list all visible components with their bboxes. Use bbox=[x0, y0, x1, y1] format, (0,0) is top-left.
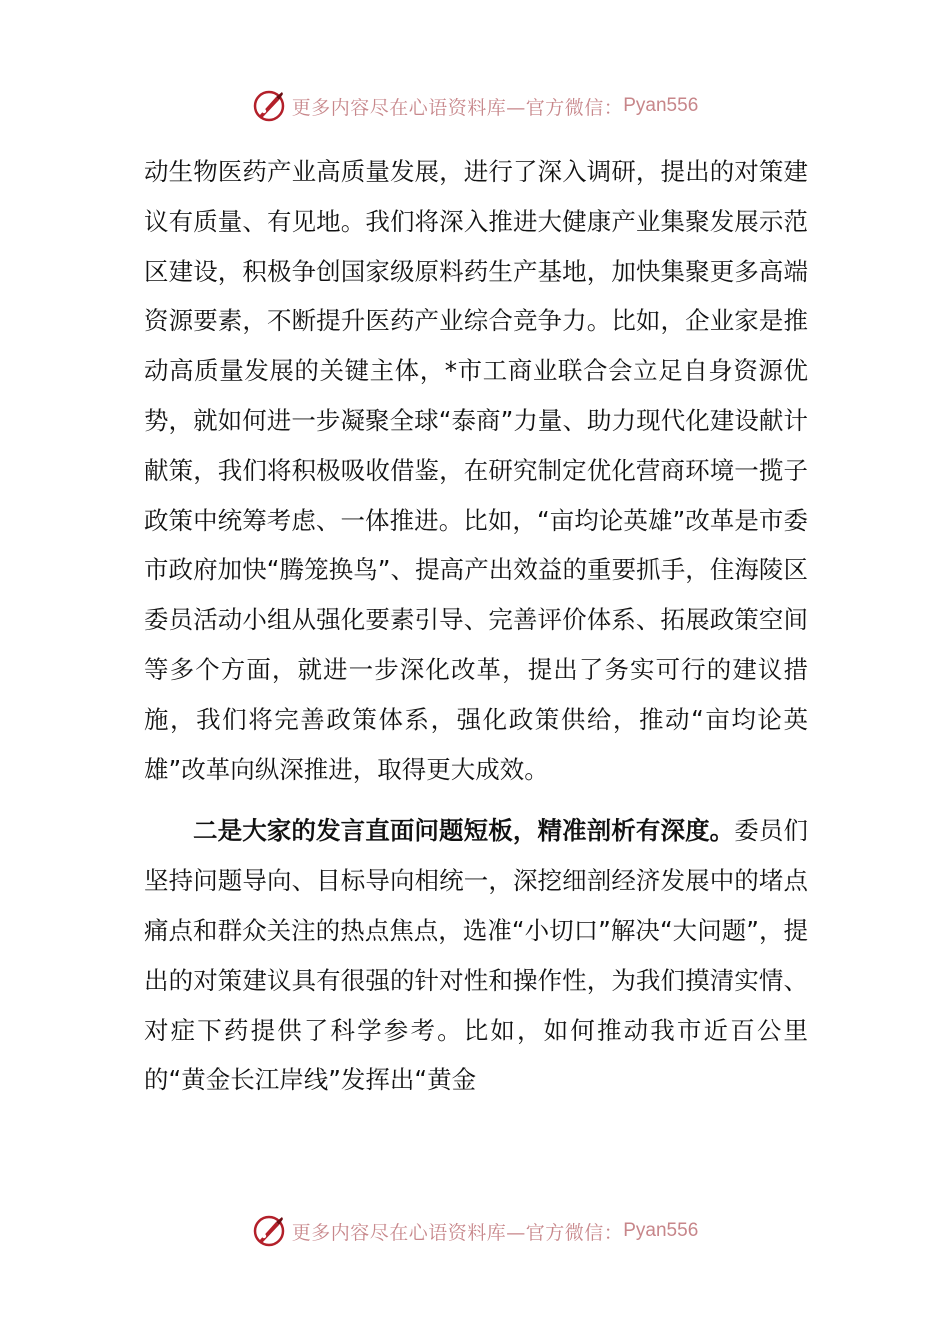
quill-pen-logo-icon bbox=[252, 89, 286, 123]
watermark-text: 更多内容尽在心语资料库—官方微信： bbox=[291, 96, 624, 119]
watermark-wechat-id: Pyan556 bbox=[623, 1220, 699, 1241]
watermark-text: 更多内容尽在心语资料库—官方微信： bbox=[291, 1221, 624, 1244]
quill-pen-logo-icon bbox=[252, 1214, 286, 1248]
paragraph-2-lead: 二是大家的发言直面问题短板，精准剖析有深度。 bbox=[193, 816, 735, 846]
paragraph-2 bbox=[144, 806, 808, 1105]
header-watermark bbox=[0, 86, 950, 126]
paragraph-1-text: 动生物医药产业高质量发展，进行了深入调研，提出的对策建议有质量、有见地。我们将深入推进大健康产业集聚发展示范区建设，积极争创国家级原料药生产基地，加快集聚更多高端资源要素，不断提升医药产业综合竞争力。比如，企业家是推动高质量发展的关键主体，*市工商业联合会立足自身资源优势，就如何进一步凝聚全球“泰商”力量、助力现代化建设献计献策，我们将积极吸收借鉴，在研究制定优化营商环境一揽子政策中统筹考虑、一体推进。比如，“亩均论英雄”改革是市委市政府加快“腾笼换鸟”、提高产出效益的重要抓手，住海陵区委员活动小组从强化要素引导、完善评价体系、拓展政策空间等多个方面，就进一步深化改革，提出了务实可行的建议措施，我们将完善政策体系，强化政策供给，推动“亩均论英雄”改革向纵深推进，取得更大成效。 bbox=[144, 157, 808, 784]
document-body bbox=[144, 147, 808, 1105]
paragraph-1 bbox=[144, 147, 808, 794]
watermark-wechat-id: Pyan556 bbox=[623, 95, 699, 116]
paragraph-2-text: 委员们坚持问题导向、目标导向相统一，深挖细剖经济发展中的堵点痛点和群众关注的热点焦点，选准“小切口”解决“大问题”，提出的对策建议具有很强的针对性和操作性，为我们摸清实情、对症下药提供了科学参考。比如，如何推动我市近百公里的“黄金长江岸线”发挥出“黄金 bbox=[144, 816, 809, 1095]
footer-watermark bbox=[0, 1211, 950, 1251]
